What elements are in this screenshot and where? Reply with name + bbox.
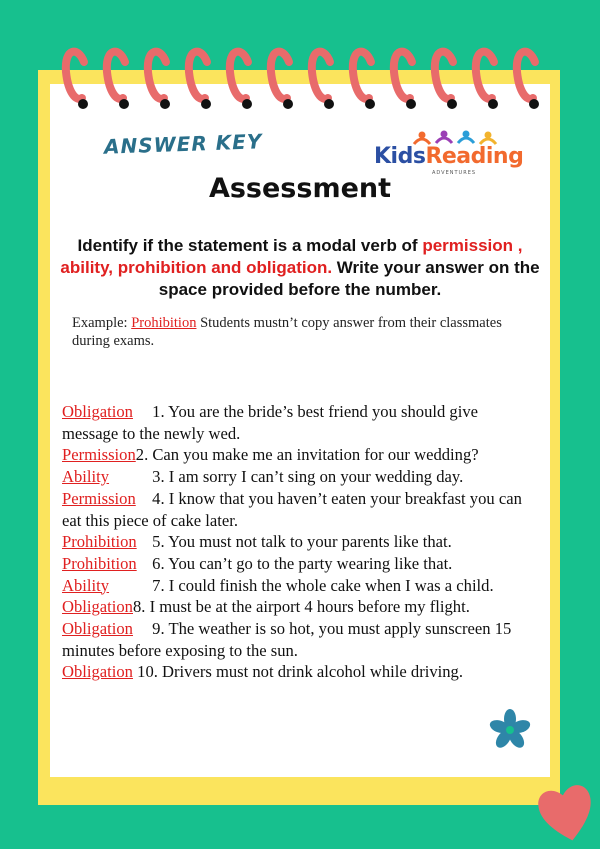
list-item — [62, 596, 534, 618]
binding-hole — [242, 99, 252, 109]
list-item — [62, 575, 534, 597]
logo-reading-text: Reading — [425, 144, 524, 169]
answer-blank: Obligation — [62, 662, 133, 682]
binding-hole — [365, 99, 375, 109]
answer-blank: Ability — [62, 575, 110, 595]
list-item — [62, 553, 534, 575]
instructions-highlight: permission , ability, prohibition and obligation. — [60, 236, 523, 277]
item-text: 6. You can’t go to the party wearing like that. — [152, 553, 453, 573]
item-text: 10. Drivers must not drink alcohol while driving. — [137, 662, 463, 682]
instructions-text-2: Write your answer on the space provided before the number. — [158, 258, 540, 299]
question-list — [62, 401, 534, 683]
list-item — [62, 488, 534, 531]
answer-blank: Obligation — [62, 597, 133, 617]
list-item — [62, 444, 534, 466]
logo-wordmark — [374, 144, 523, 169]
answer-blank: Ability — [62, 467, 110, 487]
binding-hole — [529, 99, 539, 109]
binding-hole — [201, 99, 211, 109]
binding-hole — [78, 99, 88, 109]
answer-blank: Prohibition — [62, 553, 137, 573]
item-text: 3. I am sorry I can’t sing on your wedding day. — [152, 467, 464, 487]
item-text: 2. Can you make me an invitation for our wedding? — [135, 445, 479, 465]
example-prefix: Example: — [72, 315, 132, 331]
list-item — [62, 531, 534, 553]
binding-ring — [271, 52, 289, 99]
item-text: 5. You must not talk to your parents like that. — [152, 532, 452, 552]
heart-icon — [536, 775, 596, 845]
binding-ring — [66, 52, 84, 99]
binding-hole — [488, 99, 498, 109]
instructions-text-1: Identify if the statement is a modal verb of — [77, 236, 423, 255]
page-title: Assessment — [208, 173, 392, 204]
list-item — [62, 401, 534, 444]
list-item — [62, 618, 534, 661]
binding-ring — [189, 52, 207, 99]
binding-ring — [476, 52, 494, 99]
instructions — [58, 235, 542, 301]
answer-blank: Obligation — [62, 402, 133, 421]
answer-blank: Obligation — [62, 619, 133, 639]
spiral-binding-icon — [48, 40, 558, 120]
binding-hole — [119, 99, 129, 109]
answer-key-label: ANSWER KEY — [103, 129, 263, 159]
example-text: Students mustn’t copy answer from their classmates during exams. — [72, 315, 502, 349]
flower-icon — [488, 708, 532, 752]
item-text: 8. I must be at the airport 4 hours before my flight. — [132, 597, 470, 617]
item-text: 9. The weather is so hot, you must apply sunscreen 15 minutes before exposing to the sun. — [62, 619, 512, 660]
logo-kids-text: Kids — [374, 144, 426, 169]
binding-hole — [406, 99, 416, 109]
binding-hole — [160, 99, 170, 109]
binding-ring — [517, 52, 535, 99]
binding-ring — [230, 52, 248, 99]
binding-hole — [324, 99, 334, 109]
binding-hole — [447, 99, 457, 109]
list-item — [62, 661, 534, 683]
answer-blank: Permission — [62, 445, 136, 465]
kids-reading-logo — [372, 130, 542, 176]
binding-ring — [312, 52, 330, 99]
item-text: 4. I know that you haven’t eaten your breakfast you can eat this piece of cake later. — [62, 488, 522, 530]
example-answer: Prohibition — [131, 315, 197, 331]
answer-blank: Prohibition — [62, 532, 137, 552]
list-item — [62, 466, 534, 488]
binding-ring — [148, 52, 166, 99]
binding-hole — [283, 99, 293, 109]
binding-ring — [107, 52, 125, 99]
binding-ring — [435, 52, 453, 99]
item-text: 1. You are the bride’s best friend you should give message to the newly wed. — [62, 402, 478, 443]
answer-blank: Permission — [62, 488, 136, 508]
binding-ring — [394, 52, 412, 99]
example-statement — [72, 314, 532, 350]
item-text: 7. I could finish the whole cake when I was a child. — [152, 575, 494, 595]
binding-ring — [353, 52, 371, 99]
logo-subtitle: ADVENTURES — [432, 170, 477, 176]
